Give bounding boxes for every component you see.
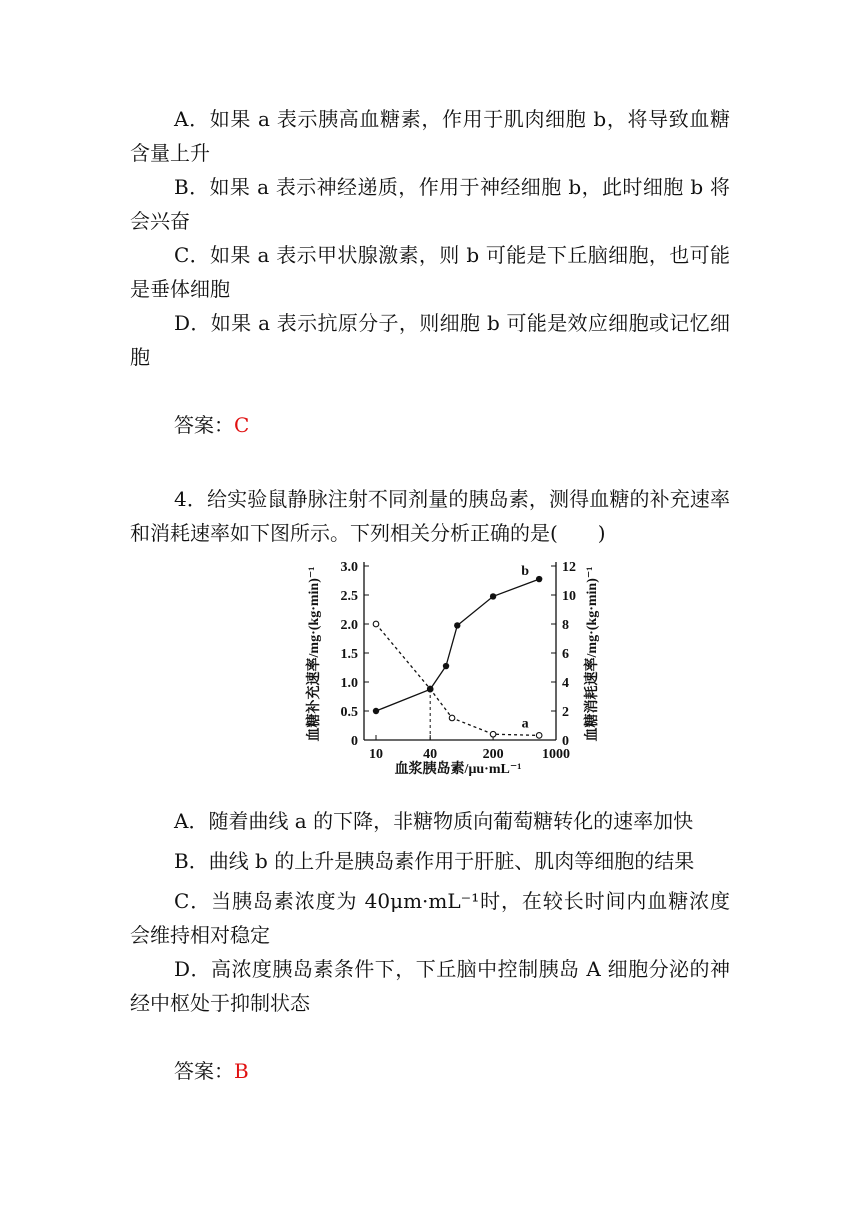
chart-axes [364,562,556,740]
y-right-tick-label: 4 [562,676,569,691]
x-tick-label: 40 [423,747,438,762]
q4-answer-value: B [234,1059,249,1083]
y-left-tick-label: 1.0 [340,676,358,691]
series-a-label: a [521,716,529,732]
series-b-line [376,579,539,711]
series-a-point [536,733,542,739]
series-b-point [427,686,433,692]
q4-option-c: C．当胰岛素浓度为 40μm·mL⁻¹时，在较长时间内血糖浓度会维持相对稳定 [130,889,730,947]
q4-answer-line [174,1056,249,1086]
answer-label: 答案： [174,1059,234,1083]
series-a-point [373,621,379,627]
y-right-tick-label: 12 [562,560,576,575]
q4-stem: 4．给实验鼠静脉注射不同剂量的胰岛素，测得血糖的补充速率和消耗速率如下图所示。下列相关分析正确的是( ) [130,487,730,545]
y-left-tick-label: 0 [351,734,358,749]
q4-option-a: A．随着曲线 a 的下降，非糖物质向葡萄糖转化的速率加快 [174,809,694,833]
series-b-point [490,593,496,599]
x-tick-label: 10 [369,747,383,762]
q3-answer-line [174,410,249,440]
y-axis-right-label: 血糖消耗速率/mg·(kg·min)⁻¹ [585,566,600,742]
y-axis-left-label: 血糖补充速率/mg·(kg·min)⁻¹ [307,566,322,742]
insulin-chart [300,548,610,778]
y-right-tick-label: 0 [562,734,569,749]
series-b-label: b [521,564,530,580]
series-b-point [536,576,542,582]
x-tick-label: 200 [482,747,504,762]
q3-option-b: B．如果 a 表示神经递质，作用于神经细胞 b，此时细胞 b 将会兴奋 [130,175,730,233]
x-axis-label: 血浆胰岛素/μu·mL⁻¹ [394,762,522,777]
y-left-tick-label: 2.0 [340,618,358,633]
chart-ticks [341,560,577,762]
q3-option-d: D．如果 a 表示抗原分子，则细胞 b 可能是效应细胞或记忆细胞 [130,311,730,369]
series-b-point [443,663,449,669]
series-a-point [449,715,455,721]
series-b-point [454,622,460,628]
y-right-tick-label: 8 [562,618,569,633]
chart-marks [373,564,543,740]
q3-option-c: C．如果 a 表示甲状腺激素，则 b 可能是下丘脑细胞，也可能是垂体细胞 [130,243,730,301]
y-left-tick-label: 0.5 [340,705,358,720]
x-tick-label: 1000 [542,747,570,762]
q4-option-b: B．曲线 b 的上升是胰岛素作用于肝脏、肌肉等细胞的结果 [174,849,695,873]
q3-answer-value: C [234,413,250,437]
q4-option-d: D．高浓度胰岛素条件下，下丘脑中控制胰岛 A 细胞分泌的神经中枢处于抑制状态 [130,957,730,1015]
series-a-line [376,624,539,735]
y-left-tick-label: 3.0 [340,560,358,575]
y-right-tick-label: 2 [562,705,569,720]
y-left-tick-label: 2.5 [340,589,358,604]
answer-label: 答案： [174,413,234,437]
series-a-point [490,731,496,737]
y-right-tick-label: 6 [562,647,569,662]
y-left-tick-label: 1.5 [340,647,358,662]
y-right-tick-label: 10 [562,589,576,604]
q3-option-a: A．如果 a 表示胰高血糖素，作用于肌肉细胞 b，将导致血糖含量上升 [130,107,730,165]
series-b-point [373,708,379,714]
